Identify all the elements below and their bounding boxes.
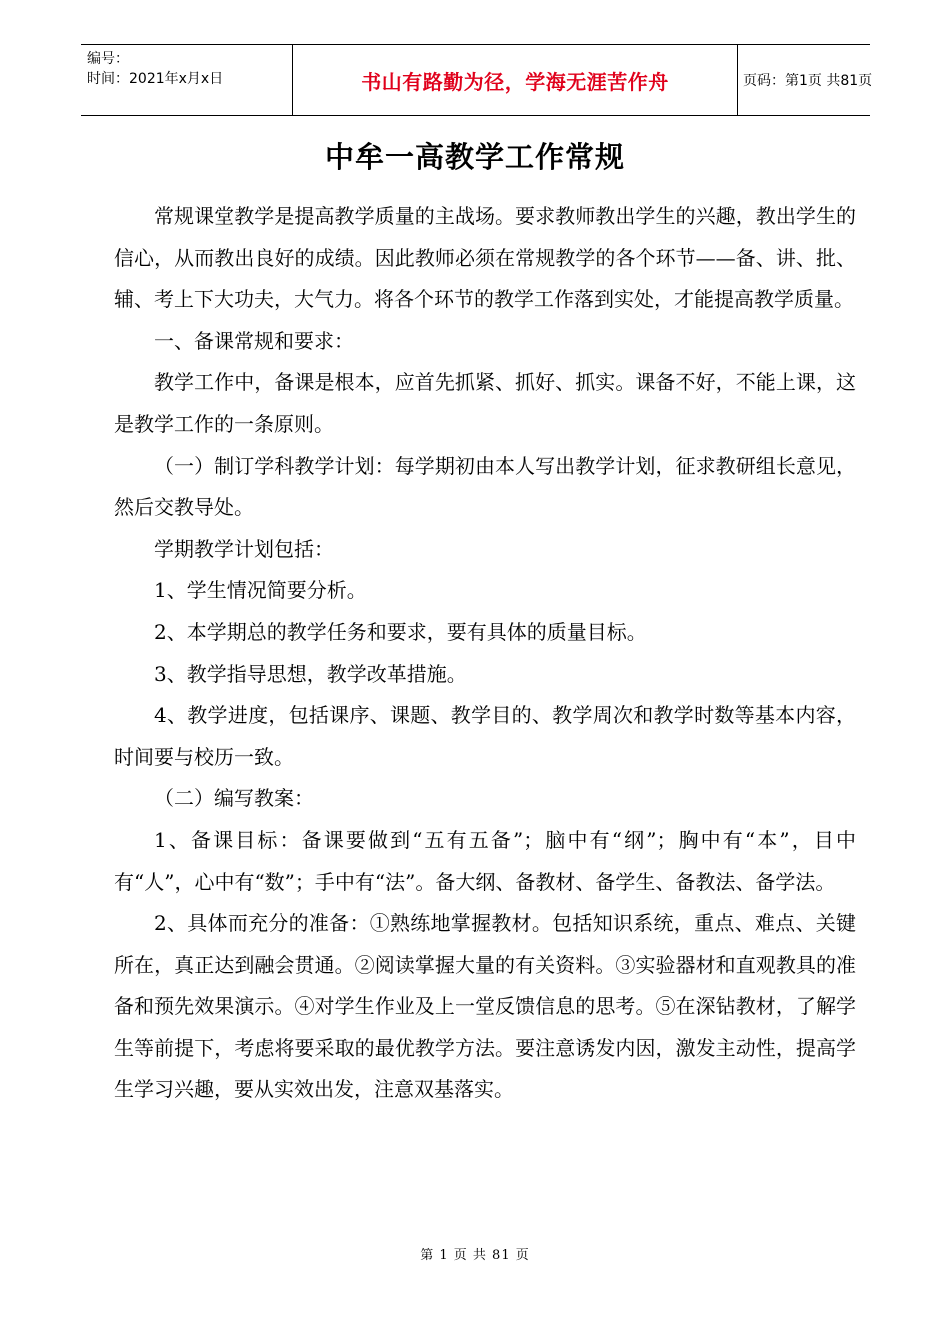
list-item: 4、教学进度，包括课序、课题、教学目的、教学周次和教学时数等基本内容，时间要与校历一致。 (114, 703, 856, 769)
document-title: 中牟一高教学工作常规 (324, 140, 625, 174)
paragraph: 常规课堂教学是提高教学质量的主战场。要求教师教出学生的兴趣，教出学生的信心，从而教出良好的成绩。因此教师必须在常规教学的各个环节——备、讲、批、辅、考上下大功夫，大气力。将各个环节的教学工作落到实处，才能提高教学质量。 (114, 204, 856, 312)
subsection-heading: （二）编写教案： (154, 786, 314, 811)
paragraph: （一）制订学科教学计划：每学期初由本人写出教学计划，征求教研组长意见，然后交教导处。 (114, 453, 856, 520)
paragraph: 教学工作中，备课是根本，应首先抓紧、抓好、抓实。课备不好，不能上课，这是教学工作的一条原则。 (114, 370, 856, 436)
document-date-label: 时间：2021年x月x日 (87, 71, 224, 87)
section-heading: 一、备课常规和要求： (154, 328, 354, 353)
list-item: 3、教学指导思想，教学改革措施。 (154, 661, 467, 686)
document-body (114, 196, 856, 1111)
header-motto: 书山有路勤为径，学海无涯苦作舟 (292, 45, 738, 115)
list-item: 1、学生情况简要分析。 (154, 578, 367, 603)
document-number-label: 编号： (87, 51, 129, 67)
paragraph: 学期教学计划包括： (154, 536, 334, 561)
page-header (81, 44, 873, 116)
list-item: 1、备课目标：备课要做到“五有五备”；脑中有“纲”；胸中有“本”，目中有“人”，心中有“数”；手中有“法”。备大纲、备教材、备学生、备教法、备学法。 (114, 827, 856, 894)
list-item: 2、本学期总的教学任务和要求，要有具体的质量目标。 (154, 619, 647, 644)
header-page-info: 页码：第1页 共81页 (743, 73, 873, 89)
page-footer: 第 1 页 共 81 页 (420, 1248, 530, 1263)
header-meta (87, 45, 292, 115)
list-item: 2、具体而充分的准备：①熟练地掌握教材。包括知识系统，重点、难点、关键所在，真正达到融会贯通。②阅读掌握大量的有关资料。③实验器材和直观教具的准备和预先效果演示。④对学生作业及上一堂反馈信息的思考。⑤在深钻教材，了解学生等前提下，考虑将要采取的最优教学方法。要注意诱发内因，激发主动性，提高学生学习兴趣，要从实效出发，注意双基落实。 (114, 911, 856, 1102)
